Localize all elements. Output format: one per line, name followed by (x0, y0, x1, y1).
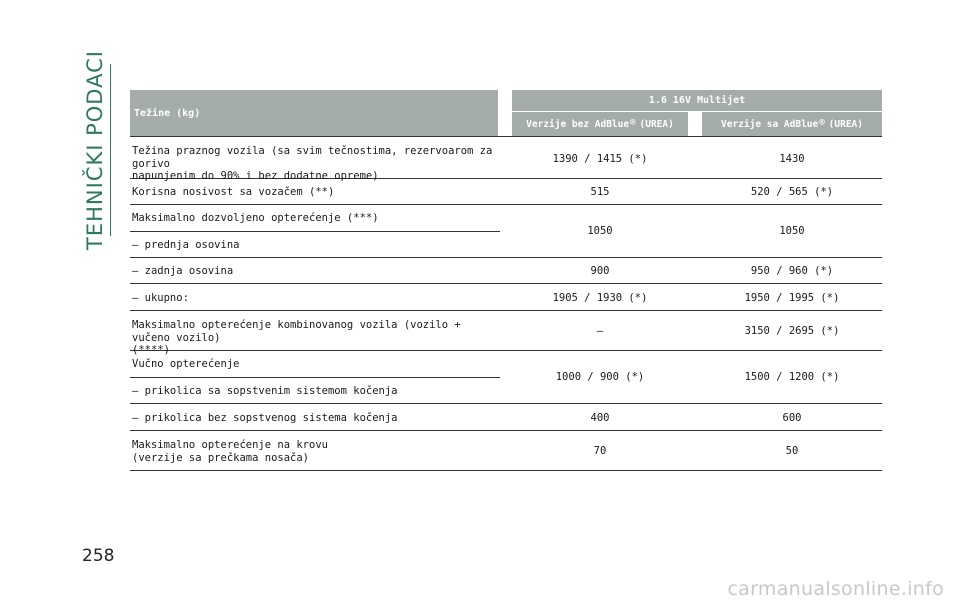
value-without-adblue: 900 (590, 265, 610, 277)
watermark: carmanualsonline.info (727, 578, 944, 600)
row-label: – ukupno: (132, 292, 189, 304)
table-row (130, 431, 882, 471)
section-title-text: TEHNIČKI PODACI (83, 50, 108, 250)
row-label: – prikolica bez sopstvenog sistema kočenja (132, 412, 398, 424)
row-label: – prikolica sa sopstvenim sistemom kočenja (132, 385, 398, 397)
value-without-adblue: 1000 / 900 (*) (555, 371, 645, 383)
row-label: Maksimalno opterećenje kombinovanog vozila (vozilo + vučeno vozilo) (****) (132, 319, 461, 356)
value-with-adblue: 1950 / 1995 (*) (744, 292, 840, 304)
table-row (130, 179, 882, 205)
value-with-adblue: 3150 / 2695 (*) (744, 325, 840, 337)
header-engine: 1.6 16V Multijet (512, 90, 882, 112)
table-row (130, 284, 882, 311)
value-without-adblue: – (596, 325, 604, 337)
value-without-adblue: 70 (593, 445, 607, 457)
row-label: Maksimalno dozvoljeno opterećenje (***) (132, 212, 379, 224)
value-with-adblue: 1430 (779, 153, 805, 165)
header-with-adblue: Verzije sa AdBlue ® (UREA) (702, 112, 882, 136)
table-row (130, 311, 882, 356)
section-title (80, 50, 110, 250)
value-with-adblue: 950 / 960 (*) (750, 265, 834, 277)
row-divider (130, 377, 500, 378)
row-label: – zadnja osovina (132, 265, 234, 277)
value-without-adblue: 515 (590, 186, 610, 198)
value-without-adblue: 1050 (587, 225, 613, 237)
value-without-adblue: 400 (590, 412, 610, 424)
header-weights-label: Težine (kg) (130, 90, 498, 136)
header-without-adblue: Verzije bez AdBlue ® (UREA) (512, 112, 688, 136)
value-with-adblue: 50 (785, 445, 799, 457)
weights-table (130, 90, 882, 471)
row-label: Korisna nosivost sa vozačem (**) (132, 186, 335, 198)
value-with-adblue: 1050 (779, 225, 805, 237)
table-row (130, 205, 882, 258)
row-divider (130, 231, 500, 232)
value-without-adblue: 1390 / 1415 (*) (552, 153, 648, 165)
value-without-adblue: 1905 / 1930 (*) (552, 292, 648, 304)
header-engine-group (512, 90, 882, 136)
table-row (130, 404, 882, 431)
row-label: Maksimalno opterećenje na krovu (verzije sa prečkama nosača) (132, 439, 328, 464)
table-row (130, 258, 882, 284)
row-label: – prednja osovina (132, 239, 240, 251)
section-title-rule (110, 64, 111, 236)
page-number: 258 (82, 546, 115, 566)
table-row (130, 137, 882, 182)
table-header (130, 90, 882, 137)
value-with-adblue: 520 / 565 (*) (750, 186, 834, 198)
row-label: Težina praznog vozila (sa svim tečnostima, rezervoarom za gorivo napunjenim do 90% i bez dodatne opreme) (132, 145, 493, 182)
value-with-adblue: 600 (782, 412, 802, 424)
row-label: Vučno opterećenje (132, 358, 240, 370)
value-with-adblue: 1500 / 1200 (*) (744, 371, 840, 383)
table-row (130, 351, 882, 404)
